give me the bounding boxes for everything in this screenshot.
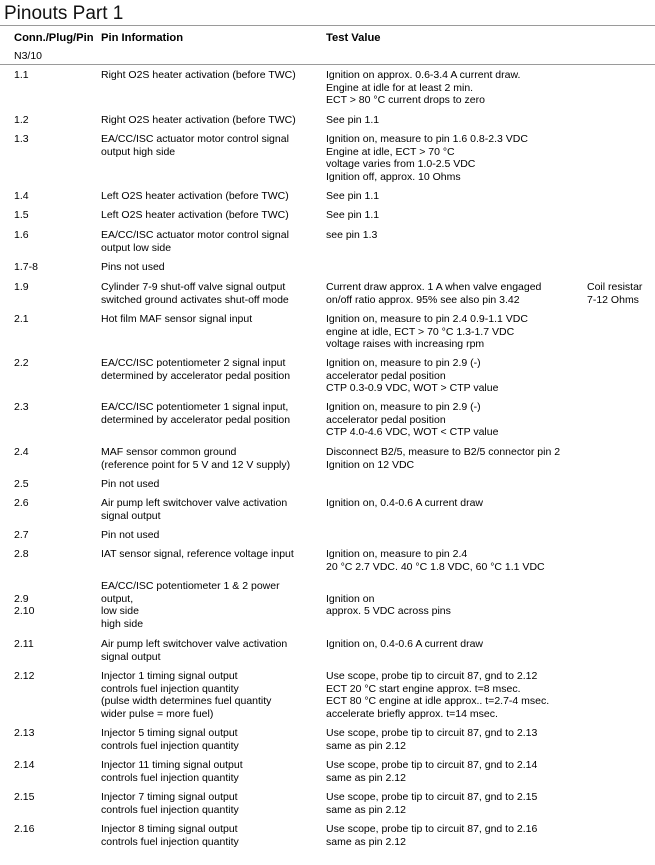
row-pin: 2.2 [14, 357, 29, 369]
row-pin-info: Pins not used [101, 261, 165, 273]
row-test-value: see pin 1.3 [326, 229, 378, 241]
header-pin-info: Pin Information [101, 32, 184, 44]
row-pin-info: EA/CC/ISC potentiometer 2 signal input determined by accelerator pedal position [101, 357, 291, 382]
row-test-value: Ignition on, 0.4-0.6 A current draw [326, 638, 484, 650]
section-divider [0, 64, 655, 65]
row-pin-info: Air pump left switchover valve activation signal output [101, 497, 288, 522]
row-pin-info: Hot film MAF sensor signal input [101, 313, 253, 325]
row-pin-info: EA/CC/ISC actuator motor control signal output low side [101, 229, 289, 254]
row-pin-info: Pin not used [101, 478, 160, 490]
row-pin-info: EA/CC/ISC potentiometer 1 & 2 power output, low side high side [101, 580, 280, 630]
row-pin-info: Air pump left switchover valve activation signal output [101, 638, 288, 663]
row-pin: 2.5 [14, 478, 29, 490]
row-test-value: Ignition on, measure to pin 2.4 0.9-1.1 VDC engine at idle, ECT > 70 °C 1.3-1.7 VDC voltage raises with increasing rpm [326, 313, 528, 351]
row-pin: 2.6 [14, 497, 29, 509]
row-pin: 2.12 [14, 670, 35, 682]
header-conn: Conn./Plug/Pin [14, 32, 94, 44]
row-pin-info: EA/CC/ISC potentiometer 1 signal input, determined by accelerator pedal position [101, 401, 291, 426]
row-pin: 2.8 [14, 548, 29, 560]
row-pin: 2.4 [14, 446, 29, 458]
row-pin-info: Injector 1 timing signal output controls fuel injection quantity (pulse width determines fuel quantity wider pulse = more fuel) [101, 670, 272, 720]
row-pin: 1.6 [14, 229, 29, 241]
row-pin: 1.3 [14, 133, 29, 145]
row-test-value: Use scope, probe tip to circuit 87, gnd to 2.12 ECT 20 °C start engine approx. t=8 msec. ECT 80 °C engine at idle approx.. t=2.7-4 msec. accelerate briefly approx. t=14 msec. [326, 670, 550, 720]
row-pin-info: Left O2S heater activation (before TWC) [101, 190, 289, 202]
row-pin: 2.7 [14, 529, 29, 541]
row-test-value: Ignition on approx. 0.6-3.4 A current draw. Engine at idle for at least 2 min. ECT > 80 °C current drops to zero [326, 69, 521, 107]
row-test-value: Use scope, probe tip to circuit 87, gnd to 2.15 same as pin 2.12 [326, 791, 538, 816]
row-test-value: Ignition on, measure to pin 2.9 (-) accelerator pedal position CTP 0.3-0.9 VDC, WOT > CTP value [326, 357, 499, 395]
row-extra-note: Coil resistar 7-12 Ohms [587, 281, 643, 306]
title-divider [0, 25, 655, 26]
row-pin: 2.1 [14, 313, 29, 325]
section-label: N3/10 [14, 50, 43, 62]
row-test-value: See pin 1.1 [326, 114, 380, 126]
row-test-value: See pin 1.1 [326, 209, 380, 221]
row-test-value: Use scope, probe tip to circuit 87, gnd to 2.14 same as pin 2.12 [326, 759, 538, 784]
row-pin-info: Cylinder 7-9 shut-off valve signal output switched ground activates shut-off mode [101, 281, 289, 306]
row-pin: 2.13 [14, 727, 35, 739]
row-pin: 2.9 2.10 [14, 592, 35, 618]
row-pin-info: Injector 7 timing signal output controls fuel injection quantity [101, 791, 239, 816]
row-pin-info: Right O2S heater activation (before TWC) [101, 69, 296, 81]
row-test-value: Ignition on, 0.4-0.6 A current draw [326, 497, 484, 509]
row-pin: 1.4 [14, 190, 29, 202]
row-pin: 2.15 [14, 791, 35, 803]
row-pin-info: Injector 5 timing signal output controls fuel injection quantity [101, 727, 239, 752]
row-pin-info: Right O2S heater activation (before TWC) [101, 114, 296, 126]
row-pin-info: IAT sensor signal, reference voltage input [101, 548, 294, 560]
row-pin: 1.1 [14, 69, 29, 81]
row-pin: 1.9 [14, 281, 29, 293]
row-pin: 1.2 [14, 114, 29, 126]
row-pin-info: Injector 11 timing signal output controls fuel injection quantity [101, 759, 243, 784]
row-pin: 1.7-8 [14, 261, 38, 273]
row-test-value: See pin 1.1 [326, 190, 380, 202]
row-pin: 2.3 [14, 401, 29, 413]
row-test-value: Ignition on, measure to pin 2.4 20 °C 2.7 VDC. 40 °C 1.8 VDC, 60 °C 1.1 VDC [326, 548, 545, 573]
header-test-value: Test Value [326, 32, 381, 44]
row-pin-info: Pin not used [101, 529, 160, 541]
row-test-value: Ignition on approx. 5 VDC across pins [326, 592, 451, 618]
row-test-value: Use scope, probe tip to circuit 87, gnd to 2.13 same as pin 2.12 [326, 727, 538, 752]
row-pin-info: EA/CC/ISC actuator motor control signal output high side [101, 133, 289, 158]
row-pin-info: Left O2S heater activation (before TWC) [101, 209, 289, 221]
row-pin: 2.16 [14, 823, 35, 835]
row-pin: 2.14 [14, 759, 35, 771]
row-pin: 1.5 [14, 209, 29, 221]
row-test-value: Disconnect B2/5, measure to B2/5 connector pin 2 Ignition on 12 VDC [326, 446, 561, 471]
row-test-value: Current draw approx. 1 A when valve engaged on/off ratio approx. 95% see also pin 3.42 [326, 281, 542, 306]
row-test-value: Ignition on, measure to pin 2.9 (-) accelerator pedal position CTP 4.0-4.6 VDC, WOT < CTP value [326, 401, 499, 439]
row-test-value: Use scope, probe tip to circuit 87, gnd to 2.16 same as pin 2.12 [326, 823, 538, 848]
row-pin: 2.11 [14, 638, 34, 650]
row-pin-info: MAF sensor common ground (reference point for 5 V and 12 V supply) [101, 446, 291, 471]
row-test-value: Ignition on, measure to pin 1.6 0.8-2.3 VDC Engine at idle, ECT > 70 °C voltage varies from 1.0-2.5 VDC Ignition off, approx. 10 Ohms [326, 133, 528, 183]
page-title: Pinouts Part 1 [4, 3, 124, 24]
row-pin-info: Injector 8 timing signal output controls fuel injection quantity [101, 823, 239, 848]
